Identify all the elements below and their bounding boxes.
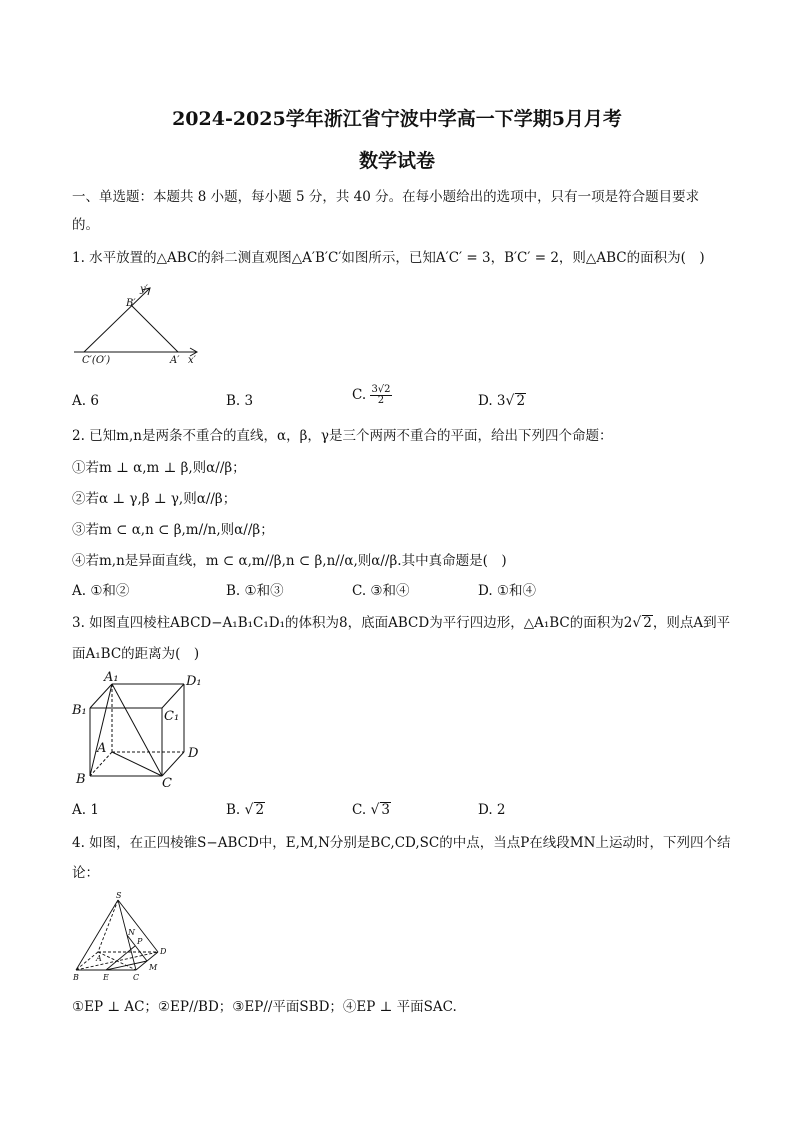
q1-option-a[interactable]: A. 6 [72,393,99,409]
q4-label-e: E [103,973,109,982]
q1-option-c-numerator: 3√2 [371,384,391,395]
exam-subtitle: 数学试卷 [358,150,435,172]
q1-option-c[interactable] [352,385,392,406]
q2-stem: 2. 已知m,n是两条不重合的直线，α，β，γ是三个两两不重合的平面，给出下列四个命题： [72,428,613,444]
q1-option-d-radicand: 2 [516,393,526,409]
q3-stem-radicand: 2 [643,615,652,631]
q1-label-b: B′ [126,298,136,309]
q1-label-x: x′ [188,355,196,366]
q2-option-b[interactable]: B. ①和③ [226,583,284,599]
q3-label-b1: B₁ [72,703,87,718]
q4-label-n: N [128,928,135,937]
exam-title: 2024-2025学年浙江省宁波中学高一下学期5月月考 [172,108,622,130]
q2-proposition-1: ①若m ⊥ α,m ⊥ β,则α//β； [72,460,246,476]
q1-stem: 1. 水平放置的△ABC的斜二测直观图△A′B′C′如图所示，已知A′C′ = 3，B′C′ = 2，则△ABC的面积为( ) [72,250,705,266]
q1-label-c: C′(O′) [82,355,111,366]
q3-option-c-prefix: C. [352,802,367,818]
q3-option-d[interactable]: D. 2 [478,802,506,818]
q1-option-c-fraction [370,385,391,406]
q1-option-c-denominator: 2 [377,395,385,406]
q4-label-s: S [116,891,122,900]
q1-oblique-figure [70,282,210,366]
q3-label-a1: A₁ [104,670,119,685]
q3-label-b: B [76,772,86,787]
q3-label-c: C [162,776,172,790]
q2-option-c[interactable]: C. ③和④ [352,583,410,599]
q3-label-d1: D₁ [186,674,202,689]
q3-label-d: D [188,746,199,761]
q3-stem-part-a: 3. 如图直四棱柱ABCD−A₁B₁C₁D₁的体积为8，底面ABCD为平行四边形，△A₁BC的面积为2 [72,615,633,631]
q4-stem-line2: 论： [72,865,99,881]
q3-option-c[interactable]: C. √ 3 [352,802,390,818]
q3-stem-part-b: ，则点A到平 [652,615,731,631]
q1-y-axis [84,288,150,352]
q4-label-c: C [133,973,140,982]
section-instruction-line2: 的。 [72,217,99,233]
q4-label-p: P [137,937,143,946]
q4-conclusions: ①EP ⊥ AC；②EP//BD；③EP//平面SBD；④EP ⊥ 平面SAC. [72,999,457,1015]
q3-prism-figure [70,668,210,790]
q2-proposition-3: ③若m ⊂ α,n ⊂ β,m//n,则α//β； [72,522,274,538]
q1-option-c-prefix: C. [352,387,367,403]
q2-proposition-4: ④若m,n是异面直线，m ⊂ α,m//β,n ⊂ β,n//α,则α//β.其中真命题是( ) [72,553,507,569]
q1-option-d-prefix: D. 3 [478,393,506,409]
q2-option-d[interactable]: D. ①和④ [478,583,537,599]
q3-stem-line1: 3. 如图直四棱柱ABCD−A₁B₁C₁D₁的体积为8，底面ABCD为平行四边形，△A₁BC的面积为2√ 2，则点A到平 [72,615,731,631]
q3-label-c1: C₁ [164,709,180,724]
q2-option-a[interactable]: A. ①和② [72,583,130,599]
q4-stem-line1: 4. 如图，在正四棱锥S−ABCD中，E,M,N分别是BC,CD,SC的中点，当点P在线段MN上运动时，下列四个结 [72,835,731,851]
q4-label-m: M [149,963,158,972]
section-instruction-line1: 一、单选题：本题共 8 小题，每小题 5 分，共 40 分。在每小题给出的选项中，只有一项是符合题目要求 [72,189,700,205]
q1-option-d[interactable]: D. 3√ 2 [478,393,526,409]
q4-pyramid-figure [70,890,180,986]
q3-option-b-radicand: 2 [255,802,265,818]
q4-label-b: B [73,973,79,982]
q4-label-a: A [96,954,102,963]
q3-option-b[interactable]: B. √ 2 [226,802,265,818]
q3-option-a[interactable]: A. 1 [72,802,99,818]
q1-label-y: y′ [140,284,148,295]
q1-label-a: A′ [170,355,180,366]
q3-stem-line2: 面A₁BC的距离为( ) [72,646,200,662]
q3-option-b-prefix: B. [226,802,241,818]
q4-label-d: D [160,947,167,956]
q1-side-ab [132,306,178,352]
q3-option-c-radicand: 3 [381,802,390,818]
q1-option-b[interactable]: B. 3 [226,393,254,409]
q2-proposition-2: ②若α ⊥ γ,β ⊥ γ,则α//β； [72,491,237,507]
q3-label-a: A [97,741,107,756]
